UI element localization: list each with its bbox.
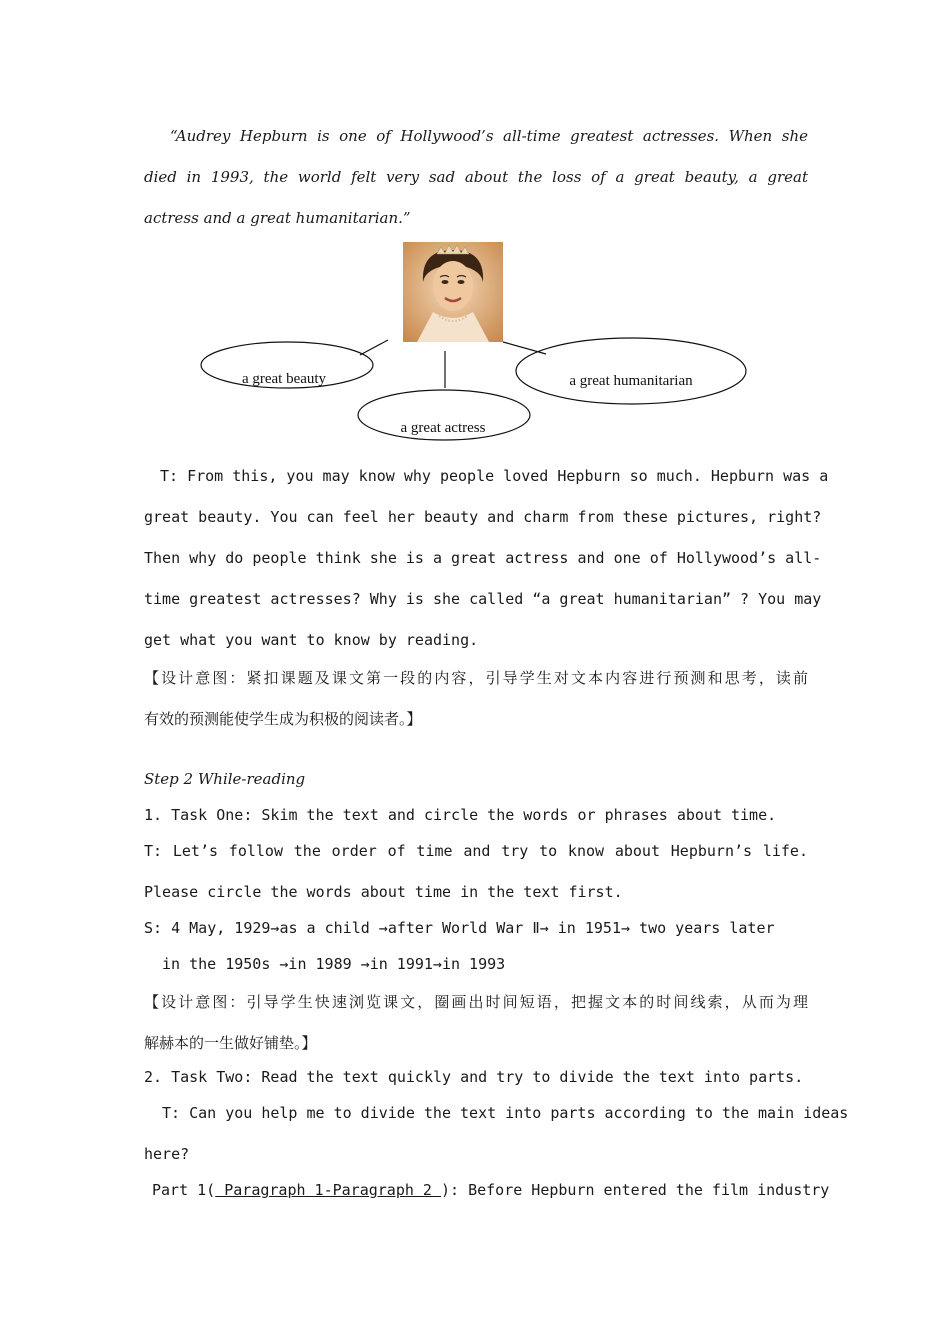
label-beauty: a great beauty: [241, 371, 327, 387]
task-one-title: 1. Task One: Skim the text and circle the words or phrases about time.: [144, 806, 777, 824]
quote-line-3: actress and a great humanitarian.”: [144, 209, 411, 227]
part-1-suffix: ): Before Hepburn entered the film industry: [441, 1181, 830, 1199]
oval-humanitarian: [516, 338, 746, 404]
design-intent-2-line-1: 【设计意图：引导学生快速浏览课文，圈画出时间短语，把握文本的时间线索，从而为理: [144, 993, 808, 1011]
part-1-answer: Paragraph 1-Paragraph 2: [215, 1181, 441, 1199]
mind-map-diagram: [0, 230, 950, 450]
quote-line-2: died in 1993, the world felt very sad about the loss of a great beauty, a great: [144, 168, 808, 186]
label-actress: a great actress: [400, 420, 486, 436]
task-one-teacher-line-2: Please circle the words about time in the text first.: [144, 883, 623, 901]
step-2-heading: Step 2 While-reading: [144, 770, 306, 788]
teacher-line-2: great beauty. You can feel her beauty and charm from these pictures, right?: [144, 508, 822, 526]
task-two-title: 2. Task Two: Read the text quickly and try to divide the text into parts.: [144, 1068, 804, 1086]
part-1-line: [152, 1181, 830, 1199]
teacher-line-1: T: From this, you may know why people loved Hepburn so much. Hepburn was a: [160, 467, 829, 485]
quote-line-1: “Audrey Hepburn is one of Hollywood’s all-time greatest actresses. When she: [170, 127, 808, 145]
teacher-line-5: get what you want to know by reading.: [144, 631, 479, 649]
task-one-student-line-2: in the 1950s →in 1989 →in 1991→in 1993: [162, 955, 506, 973]
task-one-teacher-line-1: T: Let’s follow the order of time and try to know about Hepburn’s life.: [144, 842, 808, 860]
teacher-line-3: Then why do people think she is a great actress and one of Hollywood’s all-: [144, 549, 822, 567]
connector-beauty: [360, 340, 388, 355]
design-intent-1-line-2: 有效的预测能使学生成为积极的阅读者。】: [144, 710, 422, 728]
part-1-prefix: Part 1(: [152, 1181, 216, 1199]
task-two-teacher-line-1: T: Can you help me to divide the text into parts according to the main ideas: [162, 1104, 849, 1122]
task-one-student-line-1: S: 4 May, 1929→as a child →after World War Ⅱ→ in 1951→ two years later: [144, 919, 775, 937]
design-intent-1-line-1: 【设计意图：紧扣课题及课文第一段的内容，引导学生对文本内容进行预测和思考，读前: [144, 669, 808, 687]
connector-humanitarian: [503, 342, 546, 354]
label-humanitarian: a great humanitarian: [569, 373, 693, 389]
teacher-line-4: time greatest actresses? Why is she called “a great humanitarian” ? You may: [144, 590, 822, 608]
design-intent-2-line-2: 解赫本的一生做好铺垫。】: [144, 1034, 317, 1052]
task-two-teacher-line-2: here?: [144, 1145, 190, 1163]
